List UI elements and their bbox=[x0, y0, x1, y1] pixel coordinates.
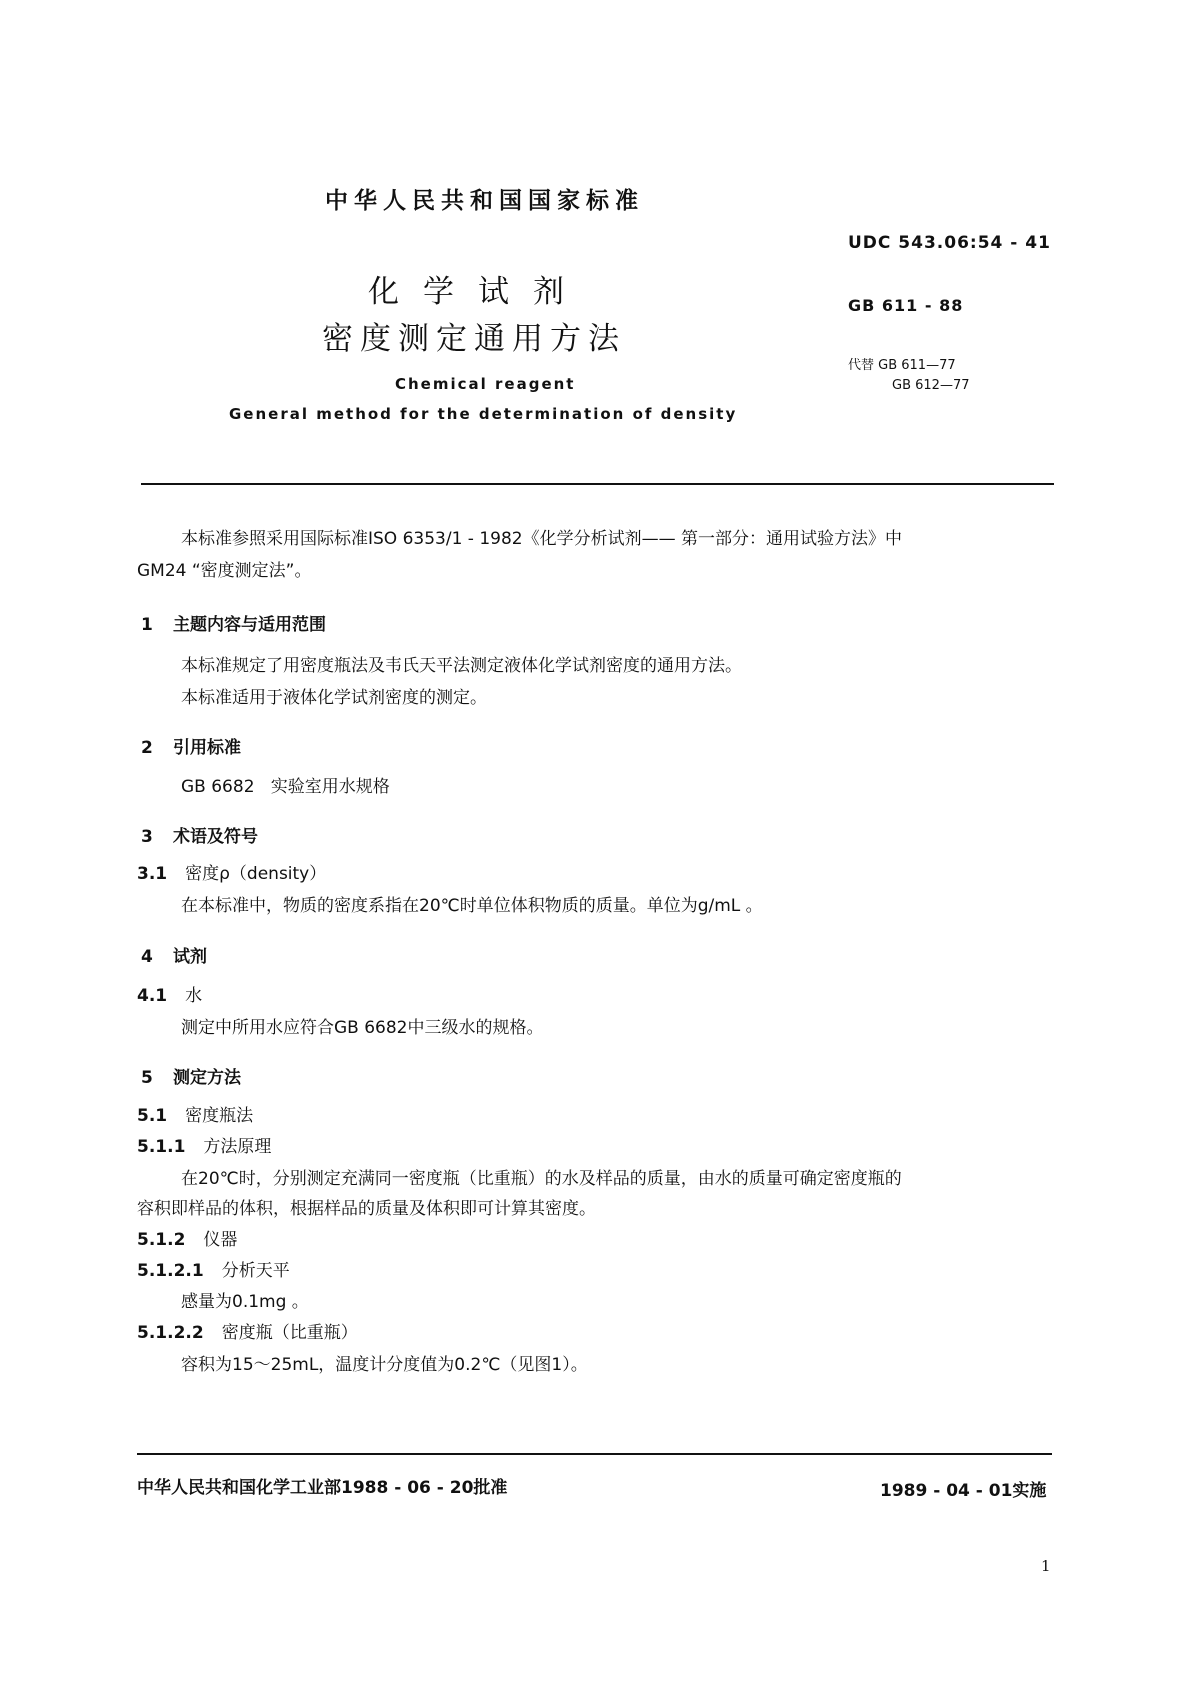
section-3-heading bbox=[141, 822, 258, 847]
section-3-1-paragraph: 在本标准中，物质的密度系指在20℃时单位体积物质的质量。单位为g/mL 。 bbox=[181, 896, 763, 916]
intro-line-1: 本标准参照采用国际标准ISO 6353/1 - 1982《化学分析试剂—— 第一部分：通用试验方法》中 bbox=[181, 529, 903, 549]
section-title: 引用标准 bbox=[173, 738, 241, 758]
implementation-line: 1989 - 04 - 01实施 bbox=[880, 1481, 1047, 1501]
section-title: 密度ρ（density） bbox=[185, 864, 327, 884]
section-number: 3 bbox=[141, 827, 153, 847]
footer-divider bbox=[137, 1453, 1052, 1455]
title-line-2: 密度测定通用方法 bbox=[322, 321, 626, 357]
section-title: 试剂 bbox=[173, 947, 207, 967]
intro-line-2: GM24 “密度测定法”。 bbox=[137, 561, 312, 581]
national-standard-heading: 中华人民共和国国家标准 bbox=[325, 188, 644, 214]
section-number: 5.1.1 bbox=[137, 1137, 186, 1157]
section-title: 测定方法 bbox=[173, 1068, 241, 1088]
section-number: 2 bbox=[141, 738, 153, 758]
section-5-1-heading bbox=[137, 1104, 253, 1128]
section-5-1-1-paragraph-2: 容积即样品的体积，根据样品的质量及体积即可计算其密度。 bbox=[137, 1199, 596, 1219]
section-title: 术语及符号 bbox=[173, 827, 258, 847]
section-5-1-2-2-paragraph: 容积为15～25mL，温度计分度值为0.2℃（见图1）。 bbox=[181, 1355, 588, 1375]
section-number: 5.1.2 bbox=[137, 1230, 186, 1250]
replaces-line-2: GB 612—77 bbox=[892, 378, 970, 393]
section-5-1-2-heading bbox=[137, 1228, 237, 1252]
section-2-heading bbox=[141, 733, 241, 758]
replaces-block bbox=[848, 356, 969, 396]
section-5-1-1-heading bbox=[137, 1135, 271, 1159]
section-3-1-heading bbox=[137, 862, 326, 886]
section-title: 水 bbox=[185, 986, 203, 1006]
udc-code: UDC 543.06:54 - 41 bbox=[848, 233, 1051, 253]
section-number: 4 bbox=[141, 947, 153, 967]
section-title: 方法原理 bbox=[203, 1137, 272, 1157]
section-4-1-heading bbox=[137, 984, 202, 1008]
page-number: 1 bbox=[1041, 1557, 1051, 1575]
section-5-heading bbox=[141, 1063, 241, 1088]
section-number: 1 bbox=[141, 615, 153, 635]
section-number: 3.1 bbox=[137, 864, 168, 884]
section-1-paragraph-2: 本标准适用于液体化学试剂密度的测定。 bbox=[181, 688, 487, 708]
section-5-1-2-2-heading bbox=[137, 1321, 358, 1345]
section-number: 4.1 bbox=[137, 986, 168, 1006]
section-5-1-1-paragraph-1: 在20℃时，分别测定充满同一密度瓶（比重瓶）的水及样品的质量，由水的质量可确定密度瓶的 bbox=[181, 1169, 902, 1189]
gb-number: GB 611 - 88 bbox=[848, 296, 964, 315]
section-number: 5.1.2.2 bbox=[137, 1323, 204, 1343]
section-title: 仪器 bbox=[203, 1230, 238, 1250]
section-number: 5.1 bbox=[137, 1106, 168, 1126]
section-title: 密度瓶法 bbox=[185, 1106, 254, 1126]
english-title-line-1: Chemical reagent bbox=[395, 375, 576, 393]
section-5-1-2-1-heading bbox=[137, 1259, 290, 1283]
title-line-1: 化学试剂 bbox=[368, 274, 588, 310]
section-2-reference: GB 6682 实验室用水规格 bbox=[181, 777, 390, 797]
section-5-1-2-1-paragraph: 感量为0.1mg 。 bbox=[181, 1292, 309, 1312]
section-1-paragraph-1: 本标准规定了用密度瓶法及韦氏天平法测定液体化学试剂密度的通用方法。 bbox=[181, 656, 742, 676]
approval-line: 中华人民共和国化学工业部1988 - 06 - 20批准 bbox=[137, 1478, 508, 1498]
section-title: 主题内容与适用范围 bbox=[173, 615, 326, 635]
section-4-heading bbox=[141, 942, 207, 967]
section-4-1-paragraph: 测定中所用水应符合GB 6682中三级水的规格。 bbox=[181, 1018, 544, 1038]
section-title: 分析天平 bbox=[221, 1261, 290, 1281]
header-divider bbox=[141, 483, 1054, 485]
replaces-line-1: 代替 GB 611—77 bbox=[848, 358, 956, 373]
section-title: 密度瓶（比重瓶） bbox=[221, 1323, 358, 1343]
section-number: 5 bbox=[141, 1068, 153, 1088]
english-title-line-2: General method for the determination of density bbox=[229, 405, 738, 423]
section-1-heading bbox=[141, 610, 326, 635]
section-number: 5.1.2.1 bbox=[137, 1261, 204, 1281]
